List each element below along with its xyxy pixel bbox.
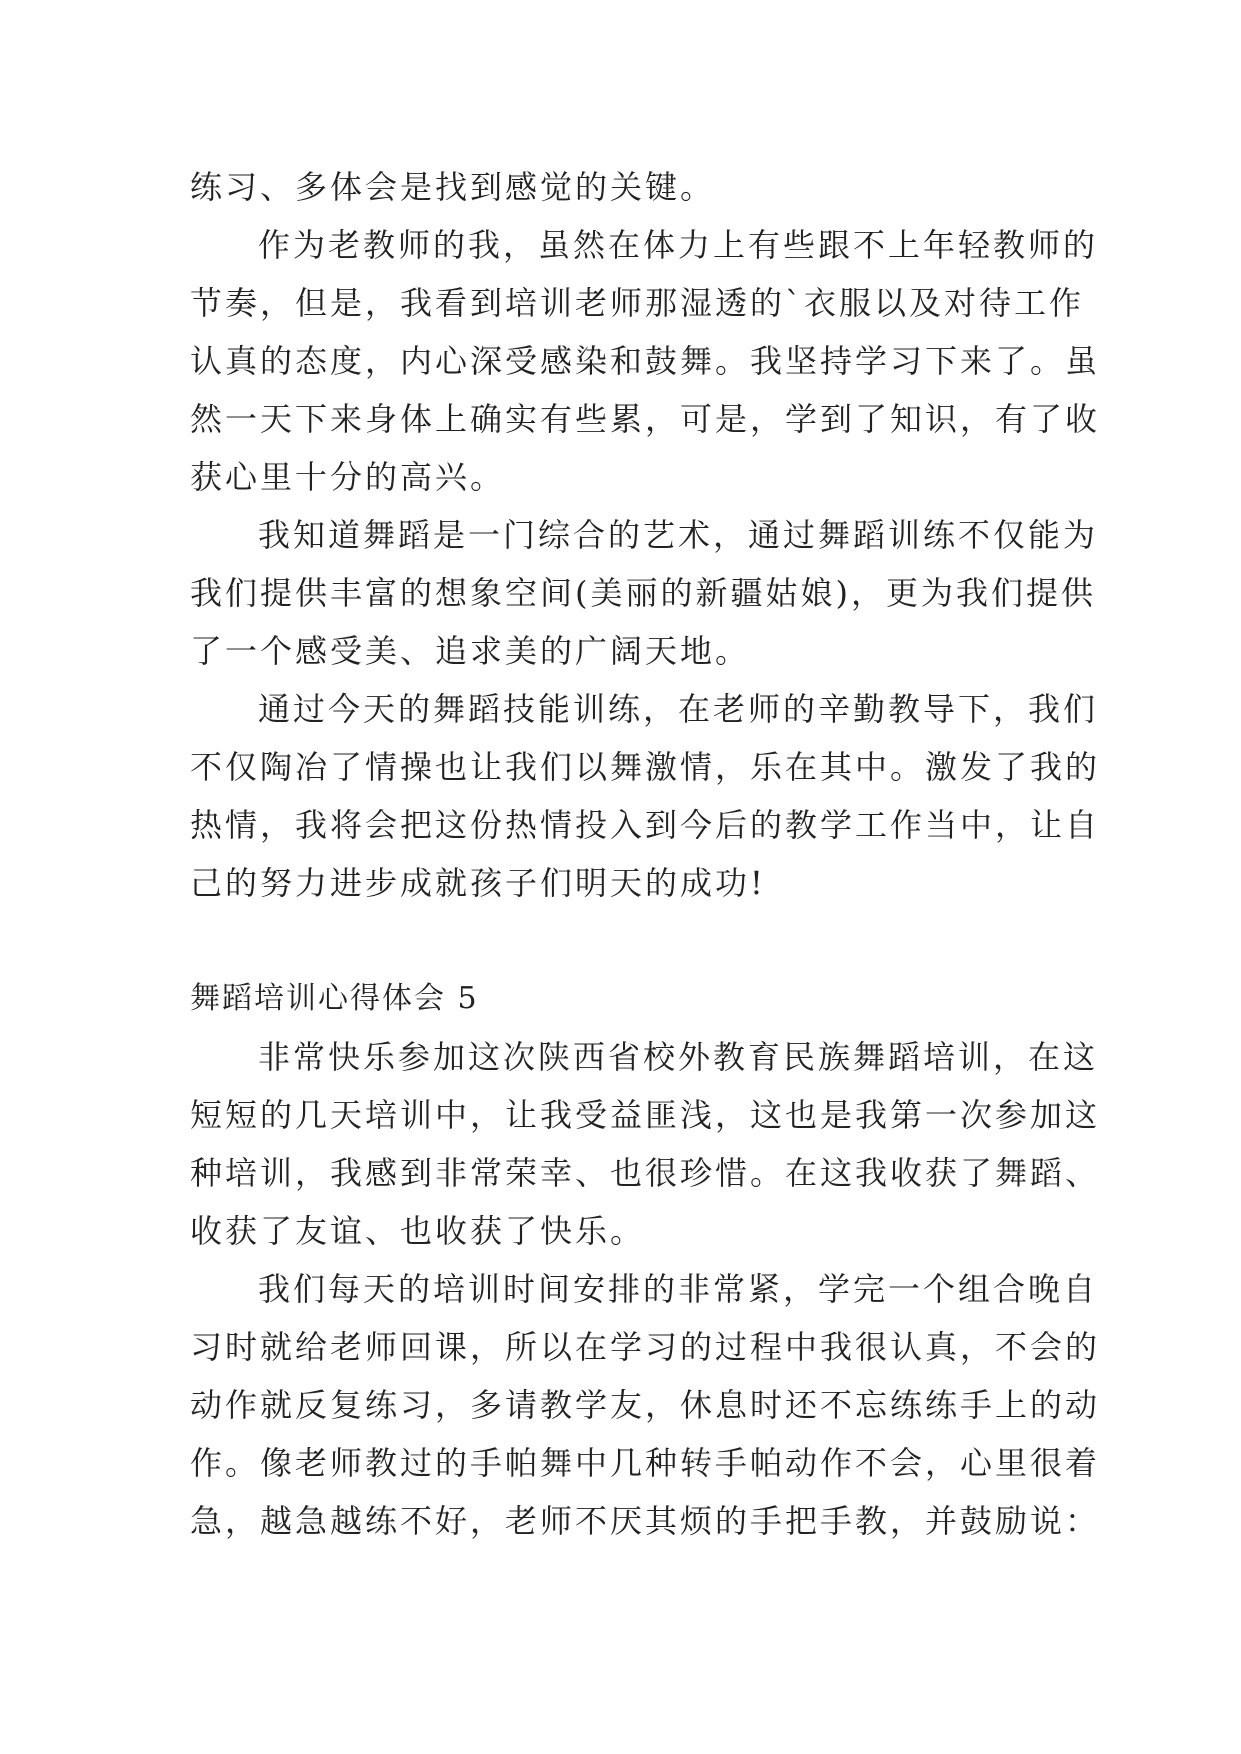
text-line: 非常快乐参加这次陕西省校外教育民族舞蹈培训，在这 — [258, 1038, 1099, 1076]
text-line: 收获了友谊、也收获了快乐。 — [190, 1212, 646, 1250]
text-line: 通过今天的舞蹈技能训练，在老师的辛勤教导下，我们 — [258, 690, 1099, 728]
text-line: 种培训，我感到非常荣幸、也很珍惜。在这我收获了舞蹈、 — [190, 1154, 1101, 1192]
text-line: 作为老教师的我，虽然在体力上有些跟不上年轻教师的 — [258, 226, 1099, 264]
text-line: 热情，我将会把这份热情投入到今后的教学工作当中，让自 — [190, 806, 1101, 844]
paragraph-dance-art — [190, 506, 1099, 680]
text-line: 己的努力进步成就孩子们明天的成功! — [190, 864, 766, 902]
section-heading: 舞蹈培训心得体会 5 — [190, 981, 479, 1016]
text-line: 习时就给老师回课，所以在学习的过程中我很认真，不会的 — [190, 1328, 1101, 1366]
text-line: 我们每天的培训时间安排的非常紧，学完一个组合晚自 — [258, 1270, 1099, 1308]
text-line: 然一天下来身体上确实有些累，可是，学到了知识，有了收 — [190, 400, 1101, 438]
text-line: 我们提供丰富的想象空间(美丽的新疆姑娘)，更为我们提供 — [190, 574, 1096, 612]
text-line: 我知道舞蹈是一门综合的艺术，通过舞蹈训练不仅能为 — [258, 516, 1099, 554]
text-line: 动作就反复练习，多请教学友，休息时还不忘练练手上的动 — [190, 1386, 1101, 1424]
paragraph-continuation — [190, 158, 1070, 216]
text-line: 了一个感受美、追求美的广阔天地。 — [190, 632, 751, 670]
paragraph-training-joy — [190, 1028, 1101, 1260]
section-spacer — [190, 912, 1070, 970]
text-line: 作。像老师教过的手帕舞中几种转手帕动作不会，心里很着 — [190, 1444, 1101, 1482]
text-line: 练习、多体会是找到感觉的关键。 — [190, 168, 716, 206]
text-line: 节奏，但是，我看到培训老师那湿透的`衣服以及对待工作 — [190, 284, 1085, 322]
paragraph-daily-schedule — [190, 1260, 1101, 1550]
text-line: 不仅陶冶了情操也让我们以舞激情，乐在其中。激发了我的 — [190, 748, 1101, 786]
paragraph-skill-training — [190, 680, 1101, 912]
paragraph-old-teacher — [190, 216, 1101, 506]
text-line: 急，越急越练不好，老师不厌其烦的手把手教，并鼓励说： — [190, 1502, 1101, 1540]
text-line: 认真的态度，内心深受感染和鼓舞。我坚持学习下来了。虽 — [190, 342, 1101, 380]
document-body — [190, 158, 1101, 1550]
text-line: 获心里十分的高兴。 — [190, 458, 506, 496]
text-line: 短短的几天培训中，让我受益匪浅，这也是我第一次参加这 — [190, 1096, 1101, 1134]
